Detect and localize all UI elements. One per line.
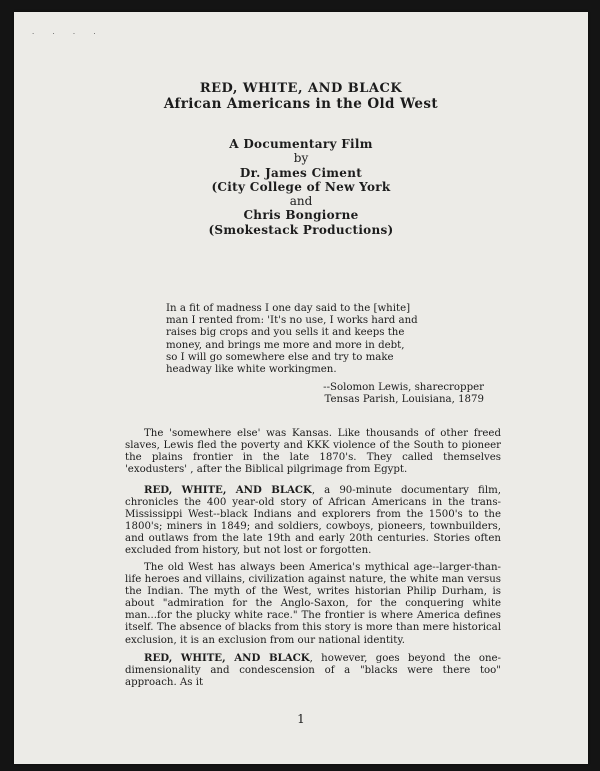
document-subtitle: African Americans in the Old West bbox=[163, 96, 439, 112]
film-title-inline: RED, WHITE, AND BLACK bbox=[144, 652, 310, 664]
quote-line: headway like white workingmen. bbox=[166, 364, 337, 376]
quote-line: so I will go somewhere else and try to make bbox=[166, 351, 394, 363]
page-number: 1 bbox=[297, 712, 305, 726]
credits-affiliation-1: (City College of New York bbox=[211, 179, 391, 194]
credits-line-by: by bbox=[293, 151, 309, 166]
epigraph-quote bbox=[166, 303, 466, 376]
paragraph-text: , a 90-minute documentary film, chronicles the 400 year-old story of African Americans in the trans-Mississippi West--black Indians and explorers from the 1500's to the 1800's; miners in 1849; and soldiers, cowboys, pioneers, townbuilders, and outlaws from the late 19th and early 20th centuries. Stories often excluded from history, but not lost or forgotten. bbox=[125, 485, 501, 557]
credits-author-1: Dr. James Ciment bbox=[239, 165, 363, 180]
film-credits bbox=[14, 137, 588, 237]
quote-line: money, and brings me more and more in debt, bbox=[166, 339, 405, 351]
paragraph-3 bbox=[125, 562, 501, 647]
quote-line: raises big crops and you sells it and keeps the bbox=[166, 327, 405, 339]
paragraph-text: , however, goes beyond the one-dimensionality and condescension of a "blacks were there too" approach. As it bbox=[125, 653, 501, 689]
document-page bbox=[14, 12, 588, 764]
credits-line-film: A Documentary Film bbox=[229, 137, 373, 151]
attribution-place: Tensas Parish, Louisiana, 1879 bbox=[324, 394, 484, 406]
attribution-name: --Solomon Lewis, sharecropper bbox=[323, 382, 484, 393]
paragraph-4 bbox=[125, 652, 501, 689]
quote-attribution bbox=[284, 382, 484, 406]
paper-specks: · · · · bbox=[32, 30, 104, 38]
credits-author-2: Chris Bongiorne bbox=[243, 208, 359, 223]
quote-line: In a fit of madness I one day said to the [white] bbox=[166, 303, 411, 314]
document-title: RED, WHITE, AND BLACK bbox=[199, 81, 403, 96]
credits-line-and: and bbox=[289, 194, 313, 209]
credits-affiliation-2: (Smokestack Productions) bbox=[208, 222, 394, 237]
paragraph-text: The old West has always been America's mythical age--larger-than-life heroes and villains, civilization against nature, the white man versus the Indian. The myth of the West, writes historian Philip Durham, is about "admiration for the Anglo-Saxon, for the conquering white man...for the plucky white race." The frontier is where America defines itself. The absence of blacks from this story is more than mere historical exclusion, it is an exclusion from our national identity. bbox=[125, 562, 501, 646]
paragraph-text: The 'somewhere else' was Kansas. Like thousands of other freed slaves, Lewis fled the poverty and KKK violence of the South to pioneer the plains frontier in the late 1870's. They called themselves 'exodusters' , after the Biblical pilgrimage from Egypt. bbox=[125, 428, 501, 476]
quote-line: man I rented from: 'It's no use, I works hard and bbox=[166, 315, 418, 327]
film-title-inline: RED, WHITE, AND BLACK bbox=[144, 484, 312, 496]
paragraph-2 bbox=[125, 484, 501, 558]
paragraph-1 bbox=[125, 428, 501, 476]
